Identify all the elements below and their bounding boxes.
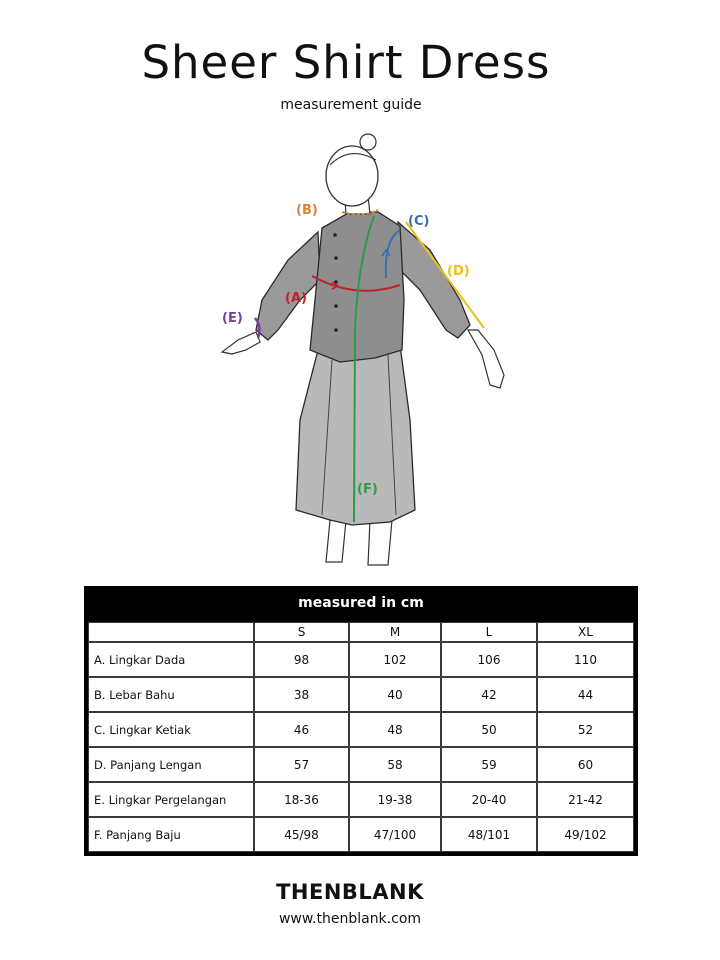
brand-logo bbox=[0, 880, 700, 904]
size-chart bbox=[84, 586, 638, 856]
cell-value: 110 bbox=[537, 642, 634, 677]
cell-value: 52 bbox=[537, 712, 634, 747]
left-sleeve bbox=[256, 232, 320, 340]
cell-value: 18-36 bbox=[254, 782, 349, 817]
label-e: (E) bbox=[222, 311, 243, 326]
legs bbox=[326, 520, 392, 565]
cell-value: 57 bbox=[254, 747, 349, 782]
website-url: www.thenblank.com bbox=[278, 911, 422, 927]
cell-value: 42 bbox=[441, 677, 537, 712]
head bbox=[326, 146, 378, 206]
brand-part1: THEN bbox=[276, 880, 342, 904]
label-c: (C) bbox=[408, 214, 430, 229]
table-row bbox=[88, 677, 634, 712]
size-col-xl: XL bbox=[537, 622, 634, 642]
left-hand bbox=[222, 332, 260, 354]
cell-value: 21-42 bbox=[537, 782, 634, 817]
table-row bbox=[88, 642, 634, 677]
table-row bbox=[88, 712, 634, 747]
label-b: (B) bbox=[296, 203, 318, 218]
right-sleeve bbox=[398, 222, 470, 338]
label-d: (D) bbox=[447, 264, 470, 279]
cell-value: 20-40 bbox=[441, 782, 537, 817]
row-label: C. Lingkar Ketiak bbox=[88, 712, 254, 747]
table-row bbox=[88, 747, 634, 782]
row-label: F. Panjang Baju bbox=[88, 817, 254, 852]
cell-value: 98 bbox=[254, 642, 349, 677]
cell-value: 47/100 bbox=[349, 817, 441, 852]
cell-value: 45/98 bbox=[254, 817, 349, 852]
size-table bbox=[88, 622, 634, 852]
cell-value: 58 bbox=[349, 747, 441, 782]
cell-value: 59 bbox=[441, 747, 537, 782]
page-title: Sheer Shirt Dress bbox=[141, 36, 551, 89]
cell-value: 48/101 bbox=[441, 817, 537, 852]
brand-part2: BLANK bbox=[341, 880, 424, 904]
table-row bbox=[88, 817, 634, 852]
cell-value: 38 bbox=[254, 677, 349, 712]
row-label: B. Lebar Bahu bbox=[88, 677, 254, 712]
row-label: D. Panjang Lengan bbox=[88, 747, 254, 782]
cell-value: 40 bbox=[349, 677, 441, 712]
label-a: (A) bbox=[285, 291, 307, 306]
size-col-l: L bbox=[441, 622, 537, 642]
label-f: (F) bbox=[357, 482, 378, 497]
cell-value: 46 bbox=[254, 712, 349, 747]
right-hand bbox=[468, 330, 504, 388]
cell-value: 50 bbox=[441, 712, 537, 747]
cell-value: 48 bbox=[349, 712, 441, 747]
size-col-m: M bbox=[349, 622, 441, 642]
cell-value: 49/102 bbox=[537, 817, 634, 852]
size-col-s: S bbox=[254, 622, 349, 642]
cell-value: 19-38 bbox=[349, 782, 441, 817]
cell-value: 106 bbox=[441, 642, 537, 677]
size-header-row bbox=[88, 622, 634, 642]
table-row bbox=[88, 782, 634, 817]
row-label: A. Lingkar Dada bbox=[88, 642, 254, 677]
cell-value: 102 bbox=[349, 642, 441, 677]
table-header: measured in cm bbox=[298, 595, 424, 611]
row-label: E. Lingkar Pergelangan bbox=[88, 782, 254, 817]
corner-cell bbox=[88, 622, 254, 642]
cell-value: 44 bbox=[537, 677, 634, 712]
page-subtitle: measurement guide bbox=[280, 97, 422, 113]
cell-value: 60 bbox=[537, 747, 634, 782]
hair-bun bbox=[360, 134, 376, 150]
dress-illustration bbox=[200, 128, 530, 568]
